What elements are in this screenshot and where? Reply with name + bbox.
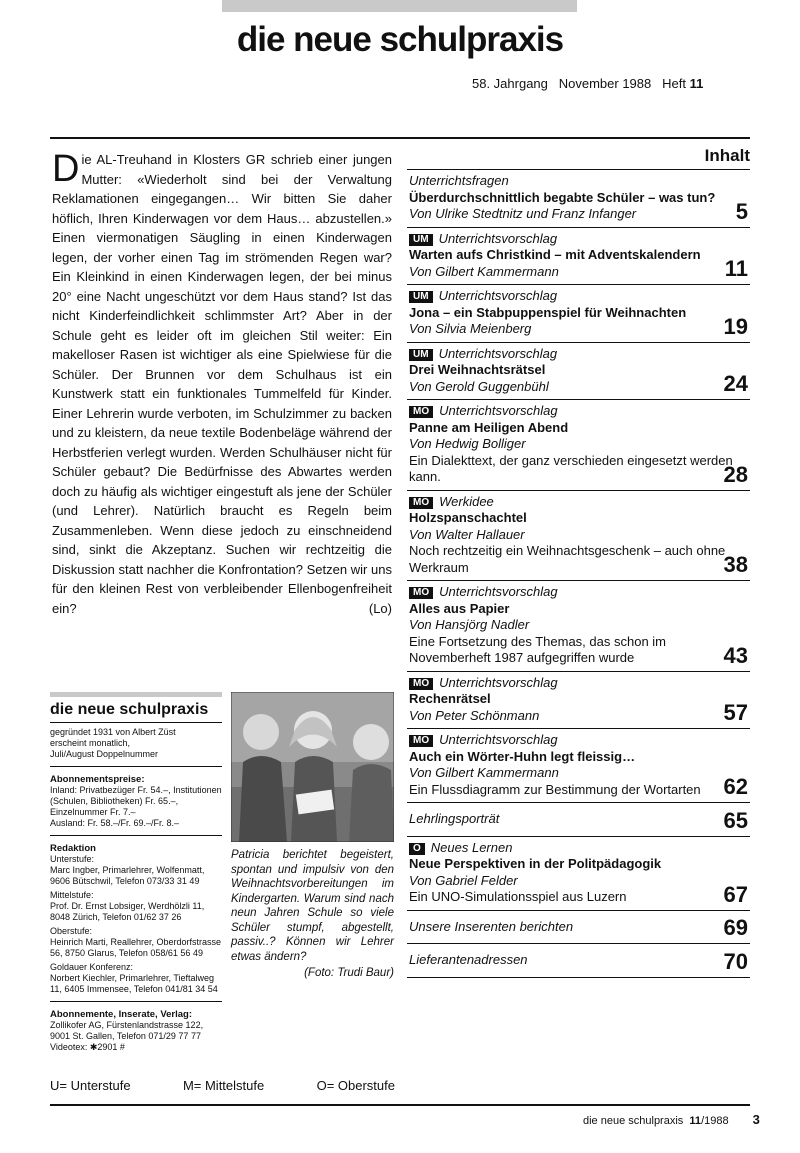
toc-category-line — [409, 403, 750, 420]
toc-description-line — [409, 889, 750, 906]
toc-category: Unterrichtsvorschlag — [438, 230, 558, 246]
level-badge: MO — [409, 406, 433, 418]
toc-description-line — [409, 634, 750, 667]
toc-category: Unterrichtsvorschlag — [439, 732, 558, 747]
top-rule — [50, 137, 750, 139]
toc-author: Von Hansjörg Nadler — [409, 617, 530, 632]
level-legend — [50, 1078, 395, 1093]
toc-title: Alles aus Papier — [409, 600, 510, 616]
toc-title: Holzspanschachtel — [409, 510, 527, 525]
impressum-double-issue: Juli/August Doppelnummer — [50, 749, 159, 759]
table-of-contents — [407, 146, 750, 978]
oberstufe-contact: Heinrich Marti, Reallehrer, Oberdorfstrasse 56, 8750 Glarus, Telefon 058/61 56 49 — [50, 937, 222, 958]
toc-title: Neue Perspektiven in der Politpädagogik — [409, 856, 662, 871]
redaktion-heading: Redaktion — [50, 843, 96, 854]
toc-page-number: 38 — [723, 552, 748, 577]
editorial-signature: (Lo) — [368, 600, 392, 616]
toc-title-line — [409, 305, 750, 322]
toc-page-number: 24 — [723, 371, 748, 396]
toc-item — [407, 803, 750, 837]
oberstufe-heading: Oberstufe: — [50, 926, 93, 936]
toc-category-line — [409, 584, 750, 601]
toc-category-line — [409, 840, 750, 857]
toc-author-line — [409, 708, 750, 725]
level-badge: MO — [409, 678, 433, 690]
impressum-title: die neue schulpraxis — [50, 697, 222, 723]
toc-category-line — [409, 173, 750, 190]
toc-author-line — [409, 206, 750, 223]
footer-year: /1988 — [701, 1115, 729, 1127]
impressum-separator — [50, 835, 222, 836]
page-footer — [583, 1112, 760, 1127]
toc-page-number: 67 — [723, 881, 748, 907]
toc-item — [407, 729, 750, 803]
level-badge: UM — [409, 291, 433, 303]
toc-category: Unsere Inserenten berichten — [409, 918, 574, 934]
level-badge: MO — [409, 587, 433, 599]
toc-page-number: 57 — [723, 700, 748, 725]
toc-item — [407, 672, 750, 730]
toc-page-number: 19 — [723, 313, 748, 339]
toc-page-number: 69 — [723, 915, 748, 940]
toc-author: Von Hedwig Bolliger — [409, 436, 526, 451]
toc-page-number: 11 — [724, 256, 748, 281]
unterstufe-contact: Marc Ingber, Primarlehrer, Wolfenmatt, 9606 Bütschwil, Telefon 073/33 31 49 — [50, 865, 205, 886]
toc-category-line — [409, 952, 750, 969]
toc-item — [407, 170, 750, 228]
toc-category: Werkidee — [439, 493, 494, 509]
toc-page-number: 62 — [723, 774, 748, 799]
issue-label: Heft — [662, 76, 686, 91]
videotex: Videotex: ✱2901 # — [50, 1042, 125, 1052]
subs-heading: Abonnementspreise: — [50, 774, 145, 785]
verlag-heading: Abonnemente, Inserate, Verlag: — [50, 1009, 193, 1020]
mittelstufe-contact: Prof. Dr. Ernst Lobsiger, Werdhölzli 11, 8048 Zürich, Telefon 01/62 37 26 — [50, 901, 205, 922]
page-number: 3 — [752, 1112, 760, 1127]
toc-title-line — [409, 420, 750, 437]
top-decorative-bar — [222, 0, 577, 12]
toc-description-line — [409, 543, 750, 576]
subs-abroad: Ausland: Fr. 58.–/Fr. 69.–/Fr. 8.– — [50, 818, 180, 828]
toc-page-number: 65 — [723, 807, 748, 833]
toc-category-line — [409, 811, 750, 828]
toc-title-line — [409, 510, 750, 527]
impressum-founded: gegründet 1931 von Albert Züst — [50, 727, 176, 737]
toc-item — [407, 491, 750, 582]
editorial-dropcap: D — [52, 148, 80, 190]
unterstufe-heading: Unterstufe: — [50, 854, 95, 864]
toc-author: Von Gilbert Kammermann — [409, 765, 559, 780]
impressum — [50, 692, 222, 1053]
toc-heading: Inhalt — [407, 146, 750, 170]
toc-page-number: 70 — [723, 948, 748, 974]
toc-item — [407, 837, 750, 911]
editorial-text: ie AL-Treuhand in Klosters GR schrieb einer jungen Mutter: «Wiederholt sind bei der Verwaltung Reklamationen eingegangen… Wir bitten Sie daher höflich, Ihren Kinderwagen vor dem Haus… abzustellen.» Einen viermonatigen Säugling in einen Kinderwagen legen, der vorher einen Tag im strömenden Regen war? Ein Kleinkind in einen Kinderwagen legen, der bei minus 20° eine Nacht ungeschützt vor dem Haus stand? Ist das nicht Kinderfeindlichkeit schlimmster Art? Aber in der Schule geht es leider oft im gleichen Stil weiter: Ein makelloser Rasen ist wichtiger als eine Spielwiese für die Schüler. Der Brunnen vor dem Schulhaus ist ein Kunstwerk statt ein funktionales Tummelfeld für Kinder. Einer Lehrerin wurde verboten, im Schulzimmer zu backen und zu kleistern, da neue textile Bodenbeläge während der Herbstferien verlegt wurden. Werden Schulhäuser nicht für Schüler gebaut? Die Bedürfnisse des Abwartes werden doch zu häufig als wichtiger eingestuft als jene der Schüler (und Lehrer). Natürlich braucht es Regeln beim Zusammenleben. Wenn diese jedoch zu einschneidend sind, sinkt die Akzeptanz. Suchen wir rechtzeitig die Diskussion statt nachher die Konfrontation? Setzen wir uns für den kleinen Rest von verbleibender Ellenbogenfreiheit ein? — [52, 152, 392, 616]
toc-title: Jona – ein Stabpuppenspiel für Weihnachten — [409, 304, 687, 320]
legend-mittelstufe: M= Mittelstufe — [182, 1078, 265, 1093]
photo-caption — [231, 848, 394, 981]
toc-author-line — [409, 321, 750, 338]
subs-inland: Inland: Privatbezüger Fr. 54.–, Institutionen (Schulen, Bibliotheken) Fr. 65.–, — [50, 785, 222, 806]
goldauer-heading: Goldauer Konferenz: — [50, 962, 134, 972]
toc-item — [407, 228, 750, 286]
verlag-contact: Zollikofer AG, Fürstenlandstrasse 122, 9001 St. Gallen, Telefon 071/29 77 77 — [50, 1020, 204, 1041]
toc-author: Von Walter Hallauer — [409, 526, 525, 542]
toc-page-number: 5 — [735, 198, 748, 224]
toc-category: Unterrichtsvorschlag — [439, 674, 558, 690]
goldauer-contact: Norbert Kiechler, Primarlehrer, Tieftalweg 11, 6405 Immensee, Telefon 041/81 34 54 — [50, 973, 218, 994]
impressum-publisher — [50, 1009, 222, 1053]
issue-line — [472, 76, 703, 91]
toc-category: Unterrichtsvorschlag — [439, 584, 558, 599]
toc-category-line — [409, 231, 750, 248]
toc-category: Lehrlingsporträt — [409, 811, 500, 826]
toc-category-line — [409, 919, 750, 936]
legend-oberstufe: O= Oberstufe — [316, 1078, 395, 1093]
toc-title-line — [409, 856, 750, 873]
level-badge: MO — [409, 497, 433, 509]
photo-credit: (Foto: Trudi Baur) — [304, 967, 394, 979]
toc-title-line — [409, 247, 750, 264]
toc-author: Von Gabriel Felder — [409, 872, 518, 888]
toc-author-line — [409, 379, 750, 396]
toc-category-line — [409, 494, 750, 511]
toc-title: Überdurchschnittlich begabte Schüler – was tun? — [409, 189, 716, 205]
impressum-frequency: erscheint monatlich, — [50, 738, 131, 748]
toc-description: Eine Fortsetzung des Themas, das schon im Novemberheft 1987 aufgegriffen wurde — [409, 633, 666, 665]
toc-category-line — [409, 675, 750, 692]
toc-category: Lieferantenadressen — [409, 952, 528, 967]
toc-author-line — [409, 264, 750, 281]
toc-item — [407, 944, 750, 978]
toc-author: Von Gilbert Kammermann — [409, 263, 559, 279]
toc-category-line — [409, 288, 750, 305]
impressum-editorial-board — [50, 843, 222, 995]
mittelstufe-heading: Mittelstufe: — [50, 890, 94, 900]
footer-publication: die neue schulpraxis — [583, 1115, 684, 1127]
toc-author: Von Gerold Guggenbühl — [409, 378, 549, 394]
toc-category-line — [409, 346, 750, 363]
toc-author-line — [409, 873, 750, 890]
subs-single: Einzelnummer Fr. 7.– — [50, 807, 136, 817]
toc-author-line — [409, 765, 750, 782]
footer-issue: 11 — [689, 1115, 702, 1127]
toc-item — [407, 285, 750, 343]
toc-category: Neues Lernen — [430, 839, 513, 855]
toc-title: Panne am Heiligen Abend — [409, 419, 569, 435]
impressum-separator — [50, 1001, 222, 1002]
toc-description: Noch rechtzeitig ein Weihnachtsgeschenk – auch ohne Werkraum — [409, 543, 726, 575]
toc-author: Von Peter Schönmann — [409, 707, 540, 723]
toc-author-line — [409, 527, 750, 544]
impressum-separator — [50, 766, 222, 767]
children-reading-photo — [231, 692, 394, 842]
masthead-title: die neue schulpraxis — [236, 20, 564, 59]
toc-title-line — [409, 749, 750, 766]
volume: 58. Jahrgang — [472, 76, 548, 91]
toc-category: Unterrichtsvorschlag — [439, 403, 558, 418]
toc-category: Unterrichtsvorschlag — [438, 345, 558, 361]
toc-author: Von Ulrike Stedtnitz und Franz Infanger — [409, 206, 637, 221]
caption-text: Patricia berichtet begeistert, spontan und impulsiv von den Weihnachtsvorbereitungen im Kindergarten. Warum sind nach neun Jahren Schule so viele Schüler stumpf, abgestellt, passiv..? Können wir Lehrer etwas ändern? — [231, 849, 394, 963]
toc-item — [407, 400, 750, 491]
toc-title-line — [409, 362, 750, 379]
legend-unterstufe: U= Unterstufe — [50, 1078, 131, 1093]
impressum-founding — [50, 727, 222, 760]
issue-number: 11 — [689, 76, 704, 91]
toc-item — [407, 581, 750, 672]
toc-list — [407, 170, 750, 978]
editorial — [52, 150, 392, 618]
toc-page-number: 43 — [723, 642, 748, 668]
level-badge: MO — [409, 735, 433, 747]
toc-author-line — [409, 436, 750, 453]
toc-description: Ein Dialekttext, der ganz verschieden eingesetzt werden kann. — [409, 452, 733, 484]
issue-date: November 1988 — [558, 76, 652, 91]
toc-title-line — [409, 691, 750, 708]
toc-description-line — [409, 453, 750, 486]
toc-category: Unterrichtsvorschlag — [438, 288, 558, 303]
bottom-rule — [50, 1104, 750, 1106]
toc-category: Unterrichtsfragen — [409, 173, 509, 188]
toc-description: Ein UNO-Simulationsspiel aus Luzern — [409, 889, 627, 904]
toc-title: Drei Weihnachtsrätsel — [409, 362, 546, 377]
level-badge: UM — [409, 349, 433, 361]
toc-title: Warten aufs Christkind – mit Adventskalendern — [409, 247, 701, 262]
toc-category-line — [409, 732, 750, 749]
toc-description: Ein Flussdiagramm zur Bestimmung der Wortarten — [409, 781, 701, 797]
level-badge: O — [409, 843, 425, 855]
toc-title: Auch ein Wörter-Huhn legt fleissig… — [409, 748, 636, 764]
level-badge: UM — [409, 234, 433, 246]
toc-description-line — [409, 782, 750, 799]
toc-item — [407, 911, 750, 945]
toc-title: Rechenrätsel — [409, 691, 491, 706]
toc-author: Von Silvia Meienberg — [409, 321, 532, 336]
toc-author-line — [409, 617, 750, 634]
toc-item — [407, 343, 750, 401]
toc-title-line — [409, 190, 750, 207]
impressum-subscriptions — [50, 774, 222, 829]
toc-page-number: 28 — [723, 461, 748, 487]
toc-title-line — [409, 601, 750, 618]
